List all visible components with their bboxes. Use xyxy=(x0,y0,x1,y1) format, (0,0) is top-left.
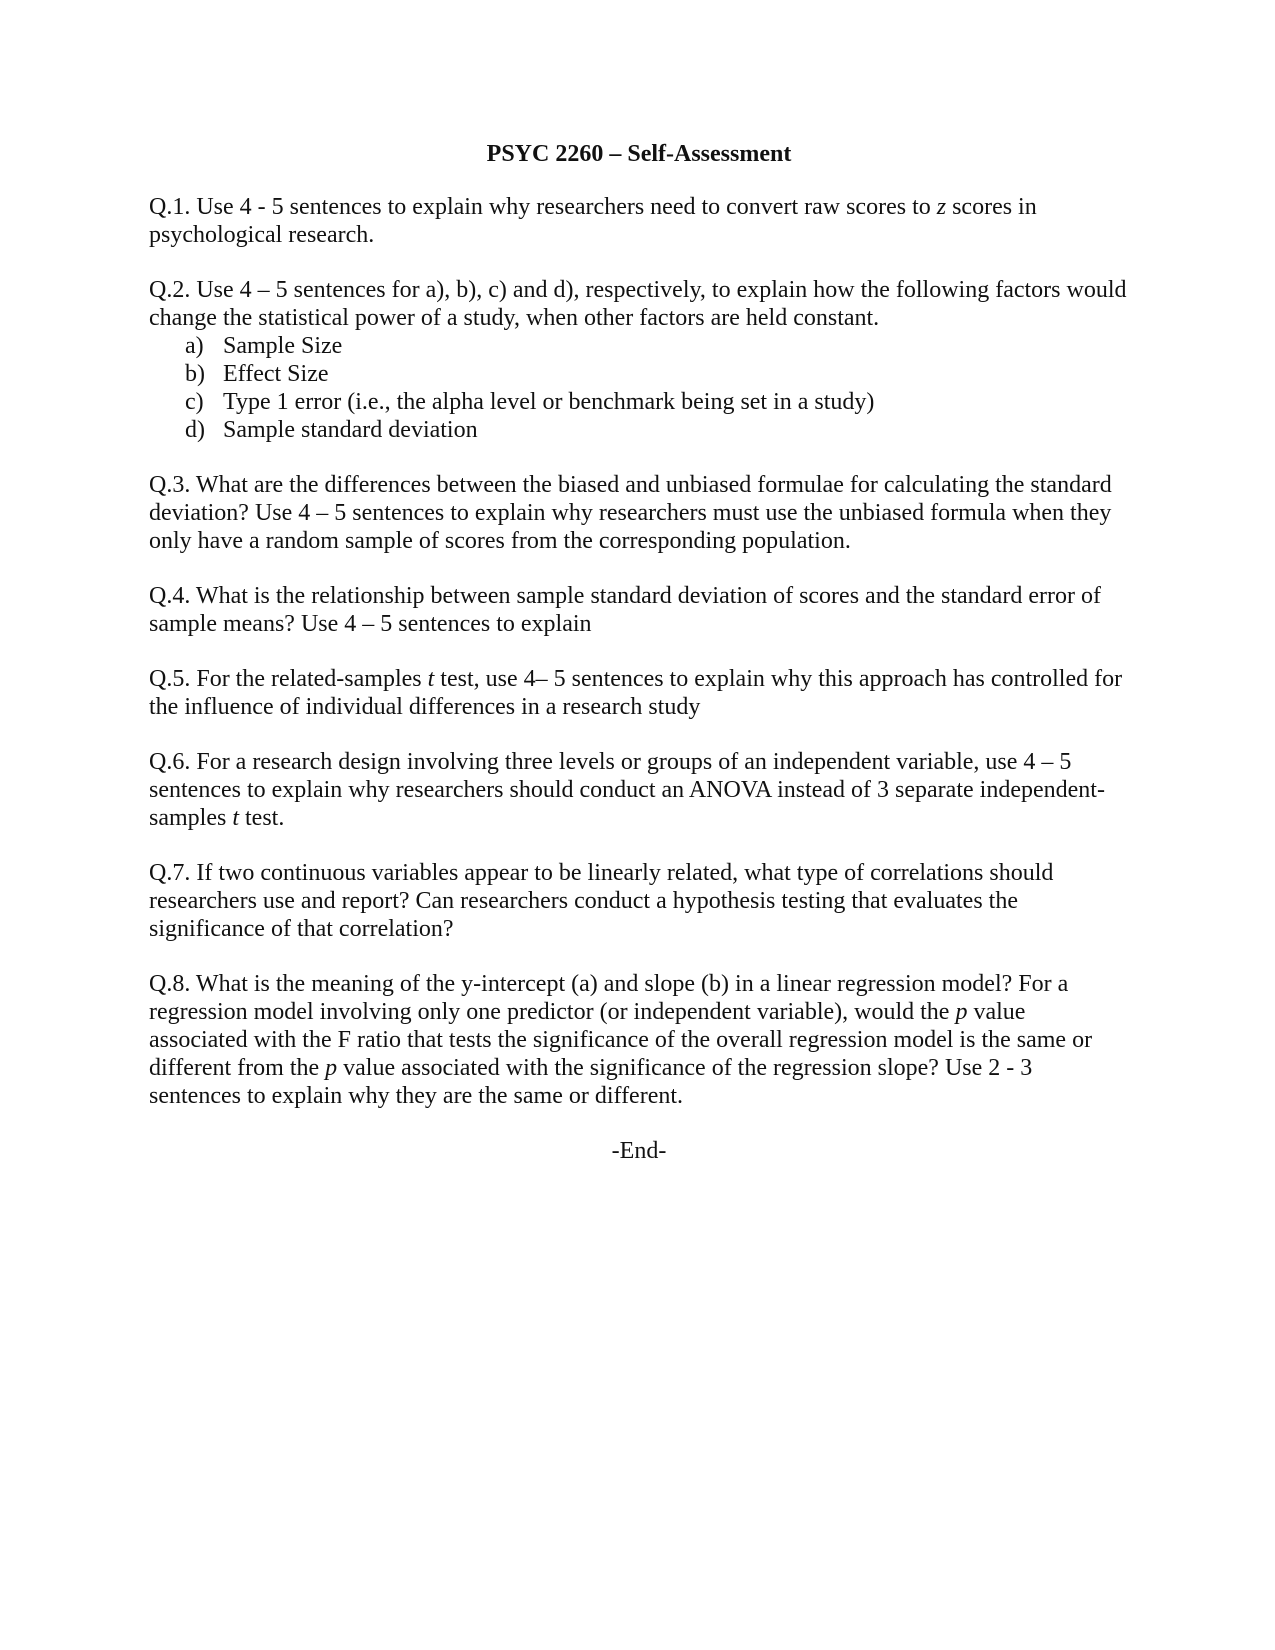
question-list xyxy=(149,193,1129,1110)
sub-item-list xyxy=(149,332,1129,444)
question-number: Q.2. xyxy=(149,277,191,303)
question-segment: Use 4 – 5 sentences for a), b), c) and d), respectively, to explain how the following factors would change the statistical power of a study, when other factors are held constant. xyxy=(149,277,1127,331)
question-item xyxy=(149,276,1129,444)
question-segment: For a research design involving three levels or groups of an independent variable, use 4 – 5 sentences to explain why researchers should conduct an ANOVA instead of 3 separate independent-samples xyxy=(149,749,1105,831)
end-marker: -End- xyxy=(611,1138,667,1164)
question-segment: value associated with the F ratio that tests the significance of the overall regression model is the same or different from the xyxy=(149,999,1093,1081)
question-text xyxy=(149,970,1129,1110)
sub-item-text: Effect Size xyxy=(223,361,329,387)
question-segment: What is the meaning of the y-intercept (a) and slope (b) in a linear regression model? For a regression model involving only one predictor (or independent variable), would the xyxy=(149,971,1069,1025)
sub-item-text: Type 1 error (i.e., the alpha level or benchmark being set in a study) xyxy=(223,389,875,415)
question-item xyxy=(149,859,1129,943)
sub-item-text: Sample Size xyxy=(223,333,343,359)
question-segment: Use 4 - 5 sentences to explain why researchers need to convert raw scores to xyxy=(190,194,937,220)
question-text xyxy=(149,748,1129,832)
question-item xyxy=(149,582,1129,638)
question-text xyxy=(149,665,1129,721)
question-text xyxy=(149,471,1129,555)
question-number: Q.1. xyxy=(149,194,191,220)
question-item xyxy=(149,970,1129,1110)
question-text xyxy=(149,193,1129,249)
question-segment: What is the relationship between sample standard deviation of scores and the standard error of sample means? Use 4 – 5 sentences to explain xyxy=(149,583,1101,637)
question-segment: If two continuous variables appear to be linearly related, what type of correlations should researchers use and report? Can researchers conduct a hypothesis testing that evaluates the significance of that correlation? xyxy=(149,860,1054,942)
question-number: Q.6. xyxy=(149,749,191,775)
italic-symbol: t xyxy=(232,805,239,831)
italic-symbol: t xyxy=(427,666,435,692)
question-number: Q.7. xyxy=(149,860,191,886)
question-item xyxy=(149,471,1129,555)
question-segment: test. xyxy=(239,805,285,831)
question-text xyxy=(149,859,1129,943)
question-text xyxy=(149,582,1129,638)
question-item xyxy=(149,665,1129,721)
sub-item xyxy=(185,360,1129,388)
question-text xyxy=(149,276,1129,332)
sub-item xyxy=(185,332,1129,360)
sub-item xyxy=(185,388,1129,416)
question-segment: test, use 4– 5 sentences to explain why this approach has controlled for the influence of individual differences in a research study xyxy=(149,666,1123,720)
question-number: Q.5. xyxy=(149,666,191,692)
sub-item-marker: c) xyxy=(185,389,204,415)
sub-item-text: Sample standard deviation xyxy=(223,417,478,443)
question-segment: What are the differences between the biased and unbiased formulae for calculating the standard deviation? Use 4 – 5 sentences to explain why researchers must use the unbiased formula when they only have a random sample of scores from the corresponding population. xyxy=(149,472,1112,554)
question-segment: For the related-samples xyxy=(190,666,428,692)
sub-item-marker: a) xyxy=(185,333,204,359)
sub-item-marker: b) xyxy=(185,361,205,387)
question-number: Q.3. xyxy=(149,472,191,498)
question-segment: value associated with the significance of the regression slope? Use 2 - 3 sentences to explain why they are the same or different. xyxy=(149,1055,1033,1109)
question-segment: scores in psychological research. xyxy=(149,194,1037,248)
document-title: PSYC 2260 – Self-Assessment xyxy=(486,141,792,167)
question-item xyxy=(149,748,1129,832)
italic-symbol: p xyxy=(955,999,968,1025)
question-item xyxy=(149,193,1129,249)
question-number: Q.8. xyxy=(149,971,191,997)
italic-symbol: z xyxy=(936,194,947,220)
document-page xyxy=(149,140,1129,1165)
sub-item xyxy=(185,416,1129,444)
italic-symbol: p xyxy=(325,1055,338,1081)
question-number: Q.4. xyxy=(149,583,191,609)
sub-item-marker: d) xyxy=(185,417,205,443)
